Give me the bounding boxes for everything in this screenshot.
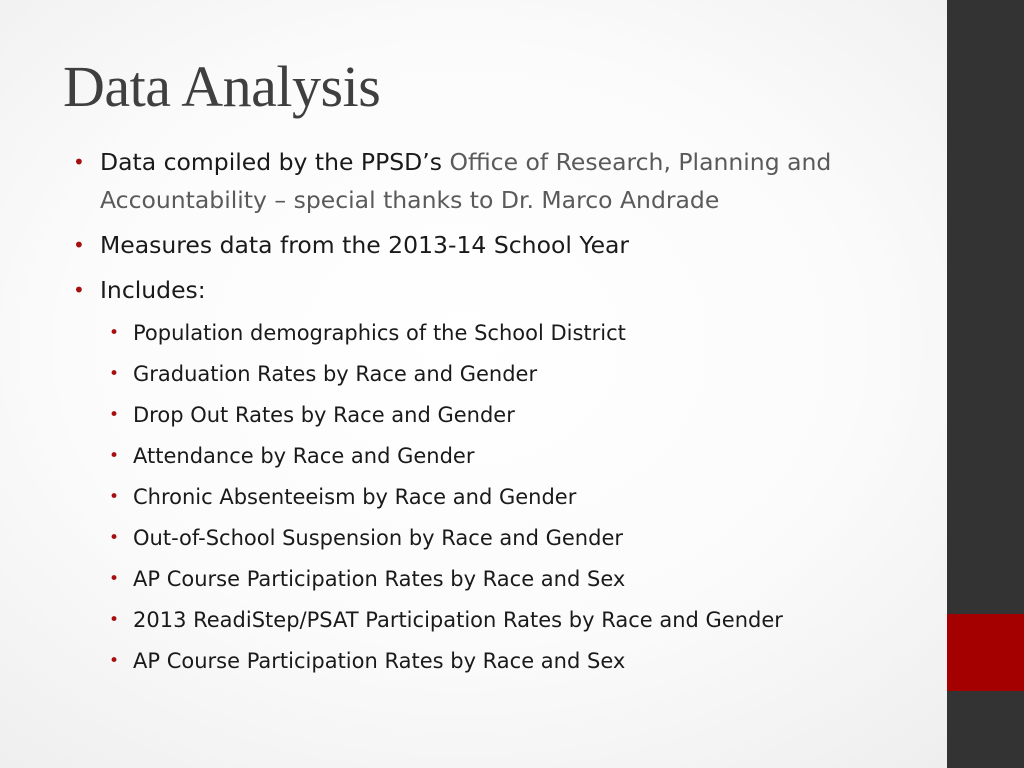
sub-bullet-item (71, 521, 901, 555)
slide-title: Data Analysis (63, 54, 381, 119)
sub-bullet-item (71, 398, 901, 432)
bullet-icon: • (73, 278, 85, 302)
bullet-text: Data compiled by the PPSD’s (100, 148, 450, 176)
sub-bullet-item (71, 316, 901, 350)
sub-bullet-item (71, 603, 901, 637)
side-accent-block (947, 614, 1024, 691)
bullet-text: Includes: (100, 276, 206, 304)
bullet-icon: • (109, 446, 120, 466)
bullet-item-data-compiled (71, 143, 901, 219)
bullet-icon: • (109, 364, 120, 384)
bullet-icon: • (109, 528, 120, 548)
bullet-icon: • (109, 569, 120, 589)
bullet-icon: • (109, 610, 120, 630)
bullet-icon: • (109, 651, 120, 671)
sub-bullet-text: Chronic Absenteeism by Race and Gender (133, 485, 577, 509)
bullet-icon: • (109, 323, 120, 343)
slide-content (71, 143, 901, 685)
sub-bullet-text: AP Course Participation Rates by Race and Sex (133, 567, 626, 591)
bullet-icon: • (109, 405, 120, 425)
sub-bullet-text: Drop Out Rates by Race and Gender (133, 403, 515, 427)
bullet-item-includes (71, 271, 901, 309)
sub-bullet-text: Attendance by Race and Gender (133, 444, 475, 468)
sub-bullet-item (71, 439, 901, 473)
sub-bullet-text: 2013 ReadiStep/PSAT Participation Rates by Race and Gender (133, 608, 783, 632)
bullet-icon: • (73, 233, 85, 257)
bullet-text: Measures data from the 2013-14 School Year (100, 231, 630, 259)
bullet-icon: • (109, 487, 120, 507)
sub-bullet-text: AP Course Participation Rates by Race and Sex (133, 649, 626, 673)
sub-bullet-list (71, 316, 901, 678)
bullet-highlight-text: Office of Research, Planning and Accountability – special thanks to Dr. Marco Andrade (100, 148, 832, 214)
sub-bullet-text: Graduation Rates by Race and Gender (133, 362, 538, 386)
sub-bullet-text: Population demographics of the School District (133, 321, 626, 345)
bullet-list (71, 143, 901, 309)
sub-bullet-text: Out-of-School Suspension by Race and Gender (133, 526, 623, 550)
sub-bullet-item (71, 357, 901, 391)
bullet-item-measures (71, 226, 901, 264)
sub-bullet-item (71, 644, 901, 678)
sub-bullet-item (71, 562, 901, 596)
sub-bullet-item (71, 480, 901, 514)
bullet-icon: • (73, 150, 85, 174)
